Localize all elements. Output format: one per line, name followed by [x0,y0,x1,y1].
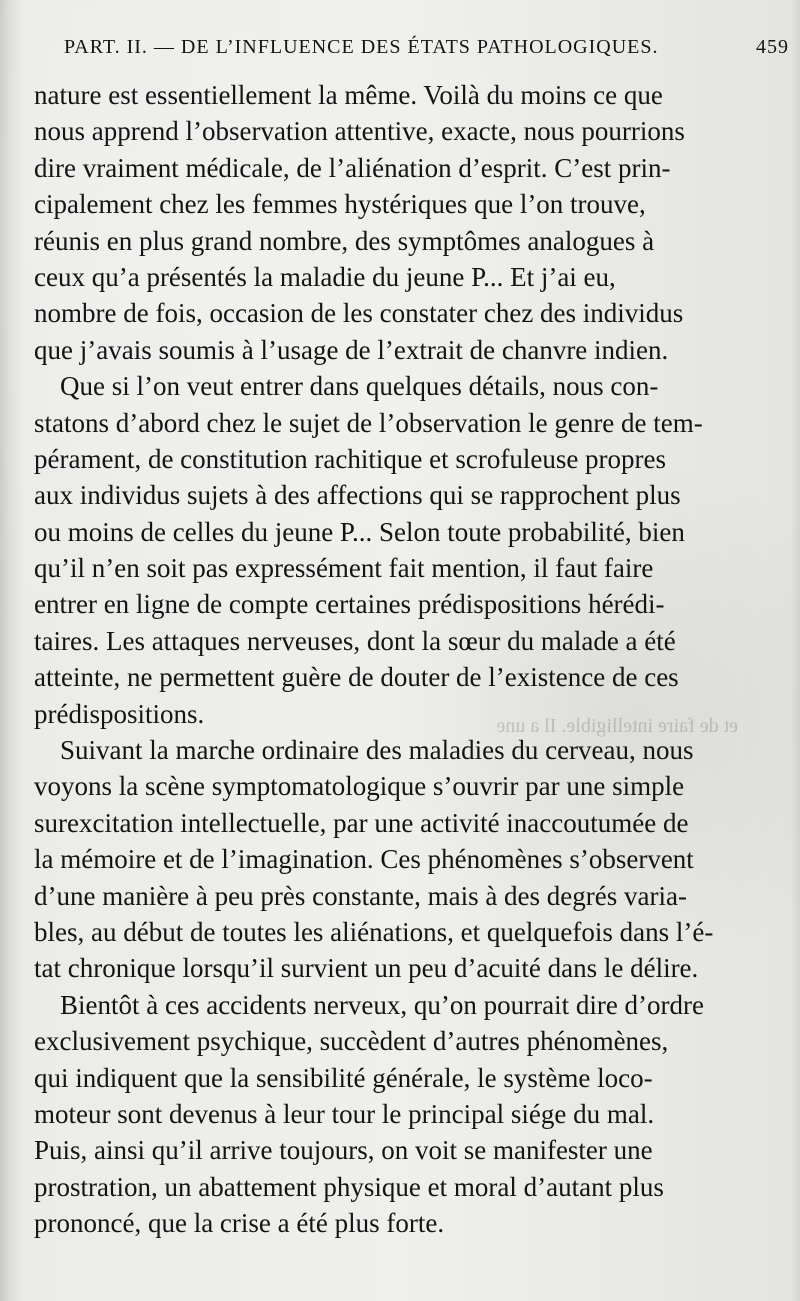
text-line: taires. Les attaques nerveuses, dont la sœur du malade a été [34,625,676,656]
text-line: tat chronique lorsqu’il survient un peu d’acuité dans le délire. [34,953,699,984]
text-line: Bientôt à ces accidents nerveux, qu’on pourrait dire d’ordre [60,989,705,1020]
text-line: ceux qu’a présentés la maladie du jeune P... Et j’ai eu, [34,261,616,292]
text-line: surexcitation intellectuelle, par une activité inaccoutumée de [34,807,689,838]
text-line: prédispositions. [34,698,205,729]
text-line: moteur sont devenus à leur tour le principal siége du mal. [34,1098,655,1129]
text-line: qu’il n’en soit pas expressément fait mention, il faut faire [34,553,654,584]
text-line: statons d’abord chez le sujet de l’observation le genre de tem- [34,407,703,438]
text-line: dire vraiment médicale, de l’aliénation d’esprit. C’est prin- [34,152,671,183]
body-text [34,77,748,1242]
text-line: Puis, ainsi qu’il arrive toujours, on voit se manifester une [34,1135,653,1166]
text-line: voyons la scène symptomatologique s’ouvrir par une simple [34,771,685,802]
text-line: d’une manière à peu près constante, mais à des degrés varia- [34,880,687,911]
running-head: PART. II. — DE L’INFLUENCE DES ÉTATS PATHOLOGIQUES. [64,36,659,58]
page-number: 459 [756,36,789,58]
text-line: Que si l’on veut entrer dans quelques détails, nous con- [60,371,659,402]
text-line: réunis en plus grand nombre, des symptômes analogues à [34,225,655,256]
text-line: Suivant la marche ordinaire des maladies du cerveau, nous [60,735,694,766]
text-line: prostration, un abattement physique et moral d’autant plus [34,1171,664,1202]
text-line: ou moins de celles du jeune P... Selon toute probabilité, bien [34,516,685,547]
text-line: nombre de fois, occasion de les constater chez des individus [34,298,684,329]
text-line: nous apprend l’observation attentive, exacte, nous pourrions [34,116,685,147]
text-line: cipalement chez les femmes hystériques que l’on trouve, [34,189,646,220]
text-line: qui indiquent que la sensibilité générale, le système loco- [34,1062,653,1093]
text-line: nature est essentiellement la même. Voilà du moins ce que [34,80,663,110]
text-line: exclusivement psychique, succèdent d’autres phénomènes, [34,1026,669,1057]
show-through-text: et de faire intelligible. Il a une [496,715,738,737]
text-line: atteinte, ne permettent guère de douter de l’existence de ces [34,662,679,693]
text-line: la mémoire et de l’imagination. Ces phénomènes s’observent [34,844,694,875]
page-header [64,36,789,66]
text-line: entrer en ligne de compte certaines prédispositions hérédi- [34,589,665,620]
text-line: que j’avais soumis à l’usage de l’extrait de chanvre indien. [34,334,669,365]
text-line: aux individus sujets à des affections qui se rapprochent plus [34,480,681,511]
text-line: bles, au début de toutes les aliénations, et quelquefois dans l’é- [34,916,714,947]
text-line: pérament, de constitution rachitique et scrofuleuse propres [34,443,667,474]
text-line: prononcé, que la crise a été plus forte. [34,1208,445,1239]
